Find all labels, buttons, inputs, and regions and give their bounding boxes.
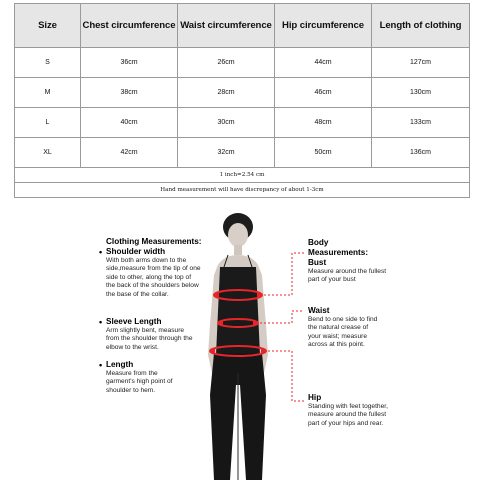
- header-chest: Chest circumference: [81, 4, 178, 48]
- discrepancy-note: Hand measurement will have discrepancy of about 1-3cm: [15, 183, 470, 198]
- body-measurements: [308, 238, 390, 285]
- clothing-title: Clothing Measurements:: [106, 237, 202, 246]
- cell-length: 136cm: [372, 138, 470, 168]
- cell-size: XL: [15, 138, 81, 168]
- length-label: • Length: [106, 360, 186, 370]
- hip-section: [308, 393, 390, 428]
- inch-conversion-note: 1 inch=2.54 cm: [15, 168, 470, 183]
- table-row: [15, 78, 470, 108]
- shoulder-width-label: • Shoulder width: [106, 247, 202, 257]
- waist-section: [308, 306, 380, 350]
- table-row: [15, 108, 470, 138]
- bust-label: Bust: [308, 258, 327, 267]
- cell-length: 130cm: [372, 78, 470, 108]
- cell-waist: 32cm: [178, 138, 275, 168]
- cell-waist: 26cm: [178, 48, 275, 78]
- cell-hip: 46cm: [275, 78, 372, 108]
- cell-chest: 36cm: [81, 48, 178, 78]
- length-section: [106, 360, 186, 395]
- header-length: Length of clothing: [372, 4, 470, 48]
- sleeve-length-label: • Sleeve Length: [106, 317, 196, 327]
- cell-size: S: [15, 48, 81, 78]
- waist-label: Waist: [308, 306, 330, 315]
- cell-hip: 48cm: [275, 108, 372, 138]
- header-size: Size: [15, 4, 81, 48]
- cell-hip: 50cm: [275, 138, 372, 168]
- table-header-row: [15, 4, 470, 48]
- sleeve-length-text: Arm slightly bent, measure from the shoulder through the elbow to the wrist.: [106, 327, 193, 351]
- clothing-measurements: [106, 237, 202, 299]
- cell-size: L: [15, 108, 81, 138]
- cell-chest: 38cm: [81, 78, 178, 108]
- bust-text: Measure around the fullest part of your bust: [308, 268, 387, 284]
- table-row: [15, 138, 470, 168]
- cell-chest: 42cm: [81, 138, 178, 168]
- cell-length: 127cm: [372, 48, 470, 78]
- table-row: [15, 48, 470, 78]
- size-chart-table: [14, 3, 470, 198]
- model-figure: [0, 205, 480, 480]
- note-row: [15, 183, 470, 198]
- note-row: [15, 168, 470, 183]
- cell-waist: 30cm: [178, 108, 275, 138]
- shoulder-width-text: With both arms down to the side,measure from the tip of one side to other, along the top of the back of the shoulders below the base of the collar.: [106, 257, 201, 298]
- leader-lines: [260, 253, 304, 401]
- header-waist: Waist circumference: [178, 4, 275, 48]
- camisole: [216, 267, 260, 355]
- hip-text: Standing with feet together, measure around the fullest part of your hips and rear.: [308, 403, 388, 427]
- measurement-guide: [0, 205, 480, 480]
- waist-text: Bend to one side to find the natural crease of your waist; measure across at this point.: [308, 316, 378, 349]
- cell-chest: 40cm: [81, 108, 178, 138]
- head: [228, 223, 248, 247]
- cell-hip: 44cm: [275, 48, 372, 78]
- header-hip: Hip circumference: [275, 4, 372, 48]
- cell-length: 133cm: [372, 108, 470, 138]
- cell-size: M: [15, 78, 81, 108]
- cell-waist: 28cm: [178, 78, 275, 108]
- length-text: Measure from the garment's high point of shoulder to hem.: [106, 370, 173, 394]
- body-title: Body Measurements:: [308, 238, 369, 257]
- sleeve-section: [106, 317, 196, 352]
- hip-label: Hip: [308, 393, 322, 402]
